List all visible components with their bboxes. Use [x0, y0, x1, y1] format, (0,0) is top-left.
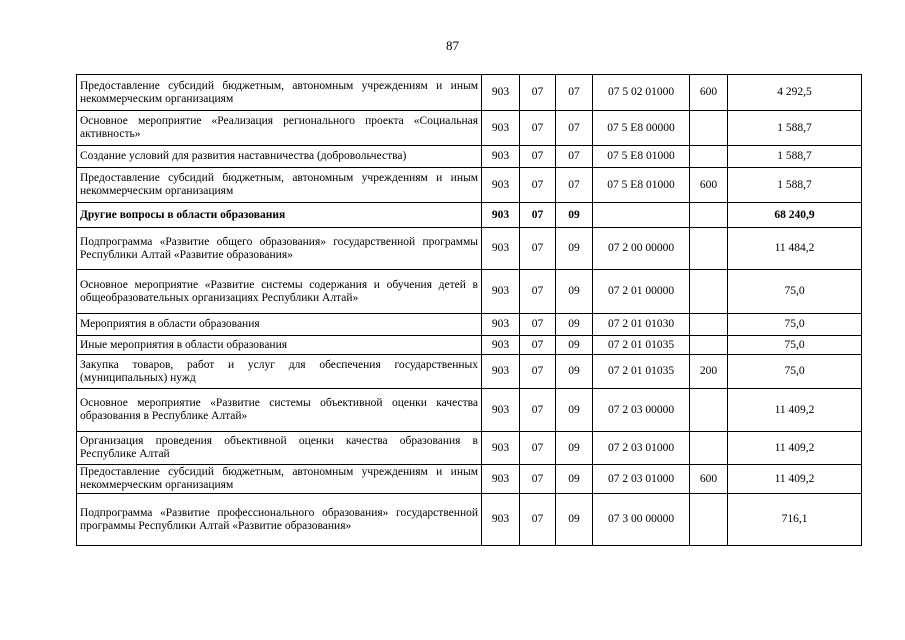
grbs-code-cell: 903	[482, 146, 520, 168]
target-item-code-cell: 07 3 00 00000	[593, 494, 690, 546]
target-item-code-cell: 07 5 Е8 01000	[593, 146, 690, 168]
section-code-cell: 07	[520, 389, 556, 432]
section-code-cell: 07	[520, 146, 556, 168]
subsection-code-cell: 09	[556, 336, 593, 355]
amount-cell: 11 409,2	[728, 432, 862, 465]
expense-type-code-cell	[690, 270, 728, 314]
subsection-code-cell: 09	[556, 314, 593, 336]
grbs-code-cell: 903	[482, 465, 520, 494]
row-name-cell: Подпрограмма «Развитие общего образования» государственной программы Республики Алтай «Развитие образования»	[77, 228, 482, 270]
amount-cell: 11 409,2	[728, 465, 862, 494]
subsection-code-cell: 09	[556, 203, 593, 228]
target-item-code-cell: 07 2 01 01035	[593, 355, 690, 389]
row-name-cell: Иные мероприятия в области образования	[77, 336, 482, 355]
target-item-code-cell: 07 5 Е8 00000	[593, 111, 690, 146]
expense-type-code-cell: 200	[690, 355, 728, 389]
expense-type-code-cell	[690, 389, 728, 432]
section-code-cell: 07	[520, 111, 556, 146]
expense-type-code-cell	[690, 336, 728, 355]
subsection-code-cell: 07	[556, 146, 593, 168]
section-code-cell: 07	[520, 336, 556, 355]
amount-cell: 4 292,5	[728, 75, 862, 111]
row-name-cell: Закупка товаров, работ и услуг для обеспечения государственных (муниципальных) нужд	[77, 355, 482, 389]
amount-cell: 75,0	[728, 270, 862, 314]
section-code-cell: 07	[520, 314, 556, 336]
grbs-code-cell: 903	[482, 494, 520, 546]
table-row	[77, 203, 862, 228]
target-item-code-cell: 07 5 Е8 01000	[593, 168, 690, 203]
subsection-code-cell: 09	[556, 465, 593, 494]
table-row	[77, 228, 862, 270]
section-code-cell: 07	[520, 270, 556, 314]
expense-type-code-cell	[690, 111, 728, 146]
amount-cell: 68 240,9	[728, 203, 862, 228]
expense-type-code-cell	[690, 314, 728, 336]
expense-type-code-cell: 600	[690, 465, 728, 494]
row-name-cell: Другие вопросы в области образования	[77, 203, 482, 228]
target-item-code-cell: 07 2 03 00000	[593, 389, 690, 432]
grbs-code-cell: 903	[482, 75, 520, 111]
target-item-code-cell: 07 2 03 01000	[593, 465, 690, 494]
amount-cell: 1 588,7	[728, 146, 862, 168]
subsection-code-cell: 09	[556, 270, 593, 314]
row-name-cell: Предоставление субсидий бюджетным, автономным учреждениям и иным некоммерческим организациям	[77, 168, 482, 203]
subsection-code-cell: 09	[556, 228, 593, 270]
section-code-cell: 07	[520, 228, 556, 270]
table-row	[77, 336, 862, 355]
expense-type-code-cell	[690, 146, 728, 168]
row-name-cell: Основное мероприятие «Реализация регионального проекта «Социальная активность»	[77, 111, 482, 146]
expense-type-code-cell: 600	[690, 75, 728, 111]
row-name-cell: Предоставление субсидий бюджетным, автономным учреждениям и иным некоммерческим организациям	[77, 465, 482, 494]
amount-cell: 1 588,7	[728, 168, 862, 203]
table-row	[77, 111, 862, 146]
subsection-code-cell: 09	[556, 432, 593, 465]
expense-type-code-cell	[690, 228, 728, 270]
table-row	[77, 75, 862, 111]
row-name-cell: Основное мероприятие «Развитие системы объективной оценки качества образования в Республике Алтай»	[77, 389, 482, 432]
table-row	[77, 355, 862, 389]
row-name-cell: Мероприятия в области образования	[77, 314, 482, 336]
section-code-cell: 07	[520, 465, 556, 494]
amount-cell: 716,1	[728, 494, 862, 546]
row-name-cell: Подпрограмма «Развитие профессионального образования» государственной программы Республики Алтай «Развитие образования»	[77, 494, 482, 546]
page-number: 87	[446, 38, 459, 53]
target-item-code-cell: 07 2 01 00000	[593, 270, 690, 314]
subsection-code-cell: 09	[556, 494, 593, 546]
grbs-code-cell: 903	[482, 168, 520, 203]
subsection-code-cell: 07	[556, 168, 593, 203]
expense-type-code-cell: 600	[690, 168, 728, 203]
grbs-code-cell: 903	[482, 389, 520, 432]
table-row	[77, 465, 862, 494]
grbs-code-cell: 903	[482, 432, 520, 465]
target-item-code-cell: 07 2 01 01030	[593, 314, 690, 336]
section-code-cell: 07	[520, 494, 556, 546]
subsection-code-cell: 09	[556, 389, 593, 432]
expense-type-code-cell	[690, 203, 728, 228]
grbs-code-cell: 903	[482, 314, 520, 336]
grbs-code-cell: 903	[482, 336, 520, 355]
budget-table	[76, 74, 862, 546]
row-name-cell: Организация проведения объективной оценки качества образования в Республике Алтай	[77, 432, 482, 465]
row-name-cell: Создание условий для развития наставничества (добровольчества)	[77, 146, 482, 168]
grbs-code-cell: 903	[482, 355, 520, 389]
amount-cell: 75,0	[728, 314, 862, 336]
grbs-code-cell: 903	[482, 270, 520, 314]
subsection-code-cell: 09	[556, 355, 593, 389]
section-code-cell: 07	[520, 203, 556, 228]
section-code-cell: 07	[520, 355, 556, 389]
table-row	[77, 494, 862, 546]
subsection-code-cell: 07	[556, 75, 593, 111]
section-code-cell: 07	[520, 75, 556, 111]
section-code-cell: 07	[520, 432, 556, 465]
target-item-code-cell	[593, 203, 690, 228]
target-item-code-cell: 07 2 03 01000	[593, 432, 690, 465]
row-name-cell: Предоставление субсидий бюджетным, автономным учреждениям и иным некоммерческим организациям	[77, 75, 482, 111]
amount-cell: 75,0	[728, 355, 862, 389]
target-item-code-cell: 07 5 02 01000	[593, 75, 690, 111]
grbs-code-cell: 903	[482, 228, 520, 270]
amount-cell: 75,0	[728, 336, 862, 355]
section-code-cell: 07	[520, 168, 556, 203]
target-item-code-cell: 07 2 01 01035	[593, 336, 690, 355]
table-row	[77, 270, 862, 314]
expense-type-code-cell	[690, 432, 728, 465]
row-name-cell: Основное мероприятие «Развитие системы содержания и обучения детей в общеобразовательных организациях Республики Алтай»	[77, 270, 482, 314]
subsection-code-cell: 07	[556, 111, 593, 146]
table-row	[77, 389, 862, 432]
grbs-code-cell: 903	[482, 111, 520, 146]
table-row	[77, 432, 862, 465]
amount-cell: 11 409,2	[728, 389, 862, 432]
expense-type-code-cell	[690, 494, 728, 546]
target-item-code-cell: 07 2 00 00000	[593, 228, 690, 270]
table-row	[77, 146, 862, 168]
amount-cell: 1 588,7	[728, 111, 862, 146]
table-row	[77, 314, 862, 336]
grbs-code-cell: 903	[482, 203, 520, 228]
amount-cell: 11 484,2	[728, 228, 862, 270]
table-row	[77, 168, 862, 203]
